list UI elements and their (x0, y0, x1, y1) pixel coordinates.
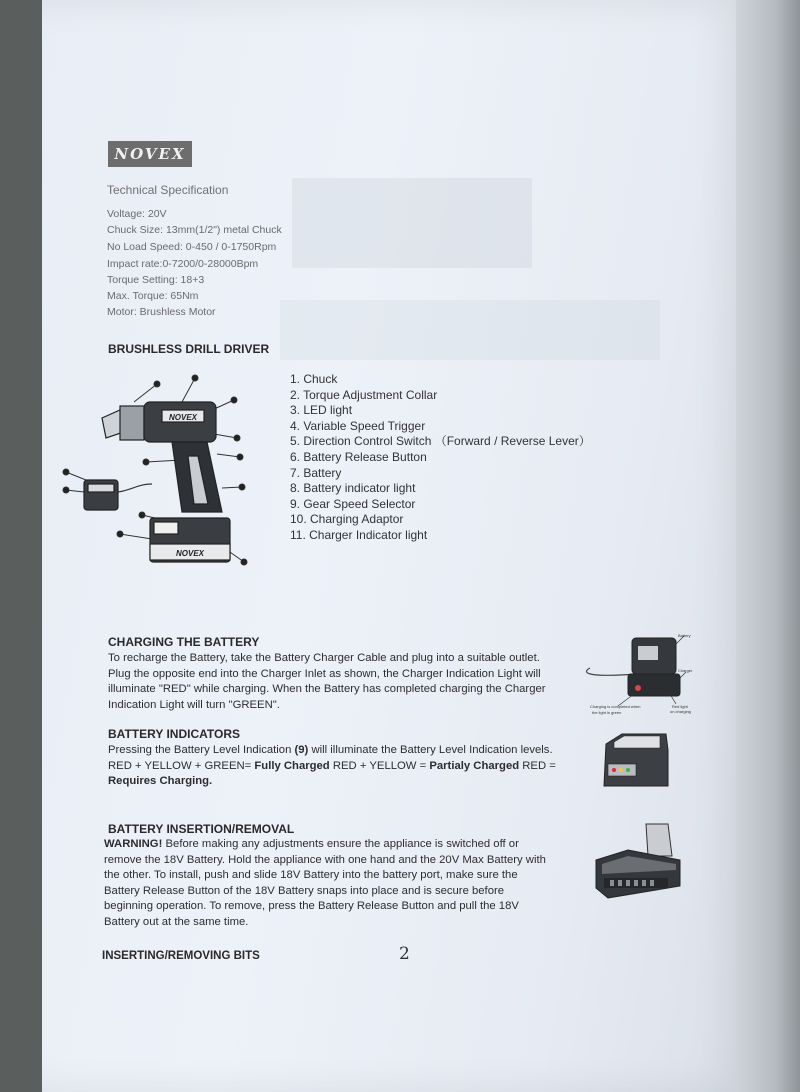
text-line: RED + YELLOW + GREEN= Fully Charged RED + YELLOW = Partialy Charged RED = (108, 759, 556, 772)
drill-diagram (62, 372, 262, 577)
spec-title: Technical Specification (107, 183, 229, 197)
parts-list-item: 7. Battery (290, 465, 342, 480)
figure-label: on charging (670, 709, 691, 714)
spec-line: Impact rate:0-7200/0-28000Bpm (107, 258, 259, 270)
charger-adaptor (84, 480, 152, 510)
parts-list (290, 372, 591, 544)
parts-list-item: 4. Variable Speed Trigger (290, 418, 426, 433)
drill-section-title: BRUSHLESS DRILL DRIVER (108, 342, 270, 356)
charging-title: CHARGING THE BATTERY (108, 635, 260, 649)
parts-list-item: 5. Direction Control Switch （Forward / Reverse Lever） (290, 434, 591, 449)
text-line: beginning operation. To remove, press the Battery Release Button and pull the 18V (104, 900, 519, 912)
text-line: Requires Charging. (108, 775, 213, 787)
battery-insertion-diagram (588, 822, 688, 914)
text-line: remove the 18V Battery. Hold the appliance with one hand and the 20V Max Battery with (104, 853, 546, 866)
parts-list-item: 3. LED light (290, 403, 353, 418)
figure-label: Charger (678, 668, 693, 673)
parts-list-item: 9. Gear Speed Selector (290, 496, 416, 511)
battery-indicator-diagram (596, 730, 676, 800)
bleed-through-heading (280, 300, 660, 360)
figure-label: Battery (678, 633, 691, 638)
bits-title: INSERTING/REMOVING BITS (102, 950, 260, 962)
spec-line: Motor: Brushless Motor (107, 306, 216, 318)
text-line: Battery out at the same time. (104, 915, 249, 928)
page-number: 2 (399, 944, 410, 964)
indicators-title: BATTERY INDICATORS (108, 727, 241, 741)
drill-logo: NOVEX (168, 413, 198, 422)
parts-list-item: 10. Charging Adaptor (290, 512, 404, 527)
text-line: Indication Light will turn "GREEN". (108, 698, 280, 711)
brand-logo: NOVEX (108, 141, 192, 167)
spec-line: Chuck Size: 13mm(1/2") metal Chuck (107, 224, 282, 236)
text-line: To recharge the Battery, take the Battery Charger Cable and plug into a suitable outlet. (108, 652, 540, 664)
text-line: WARNING! Before making any adjustments ensure the appliance is switched off or (104, 838, 519, 850)
text-line: Battery Release Button of the 18V Battery snaps into place and is secure before (104, 884, 505, 897)
text-line: the other. To install, push and slide 18V Battery into the battery port, make sure the (104, 869, 518, 881)
battery-logo: NOVEX (175, 549, 205, 558)
charging-paragraph (108, 651, 588, 713)
spec-line: Voltage: 20V (107, 208, 167, 220)
parts-list-item: 8. Battery indicator light (290, 481, 416, 496)
parts-list-item: 6. Battery Release Button (290, 449, 427, 464)
spec-line: Torque Setting: 18+3 (107, 274, 205, 286)
insertion-title: BATTERY INSERTION/REMOVAL (108, 822, 295, 836)
parts-list-item: 1. Chuck (290, 372, 338, 386)
figure-label: Red light (672, 704, 688, 709)
figure-label: Charging is completed when (590, 704, 641, 709)
text-line: Plug the opposite end into the Charger Inlet as shown, the Charger Indication Light will (108, 667, 541, 680)
parts-list-item: 2. Torque Adjustment Collar (290, 387, 438, 402)
parts-list-item: 11. Charger Indicator light (290, 527, 428, 542)
text-line: illuminate "RED" while charging. When the Battery has completed charging the Charger (108, 683, 546, 695)
insertion-paragraph (104, 837, 584, 930)
drill-body (102, 402, 230, 562)
charger-diagram (578, 628, 698, 720)
text-line: Pressing the Battery Level Indication (9) will illuminate the Battery Level Indication levels. (108, 744, 553, 756)
page-edge-shadow (736, 0, 800, 1092)
indicators-paragraph (108, 743, 588, 790)
spec-line: No Load Speed: 0-450 / 0-1750Rpm (107, 241, 277, 253)
spec-line: Max. Torque: 65Nm (107, 290, 199, 302)
figure-label: the light is green (592, 710, 622, 715)
bleed-through-logo (292, 178, 532, 268)
